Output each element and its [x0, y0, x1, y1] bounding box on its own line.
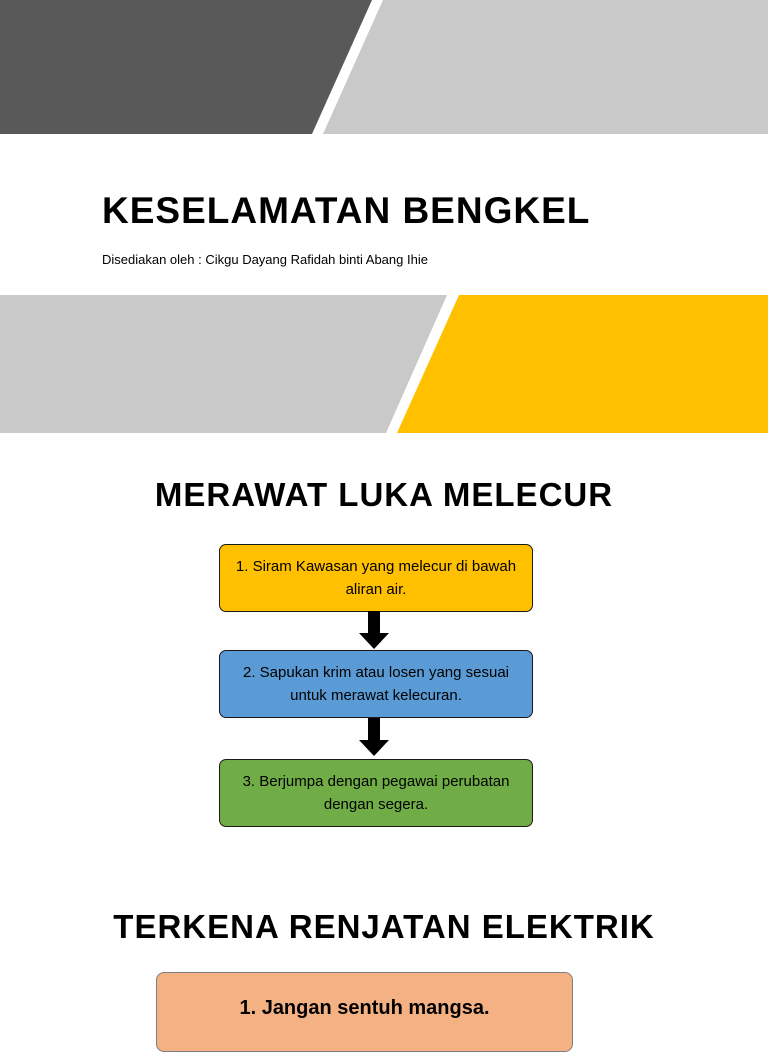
burn-step-2-text: 2. Sapukan krim atau losen yang sesuai untuk merawat kelecuran. — [243, 664, 509, 704]
burn-section-title: MERAWAT LUKA MELECUR — [154, 476, 614, 513]
top-decorative-banner — [0, 0, 768, 134]
shock-step-1 — [156, 972, 573, 1052]
middle-decorative-banner — [0, 295, 768, 433]
shock-step-1-text: 1. Jangan sentuh mangsa. — [239, 997, 490, 1019]
burn-step-2 — [219, 650, 533, 718]
burn-step-3-text: 3. Berjumpa dengan pegawai perubatan dengan segera. — [242, 773, 510, 813]
down-arrow-icon — [359, 718, 389, 756]
light-gray-shape — [323, 0, 768, 134]
yellow-shape — [397, 295, 768, 433]
shock-section-title: TERKENA RENJATAN ELEKTRIK — [113, 908, 655, 945]
light-gray-shape-mid — [0, 295, 447, 433]
burn-step-1 — [219, 544, 533, 612]
burn-step-1-text: 1. Siram Kawasan yang melecur di bawah aliran air. — [235, 558, 517, 598]
page-title: KESELAMATAN BENGKEL — [102, 190, 591, 231]
dark-gray-shape — [0, 0, 372, 134]
down-arrow-icon — [359, 611, 389, 649]
author-subtitle: Disediakan oleh : Cikgu Dayang Rafidah binti Abang Ihie — [102, 252, 428, 267]
burn-step-3 — [219, 759, 533, 827]
